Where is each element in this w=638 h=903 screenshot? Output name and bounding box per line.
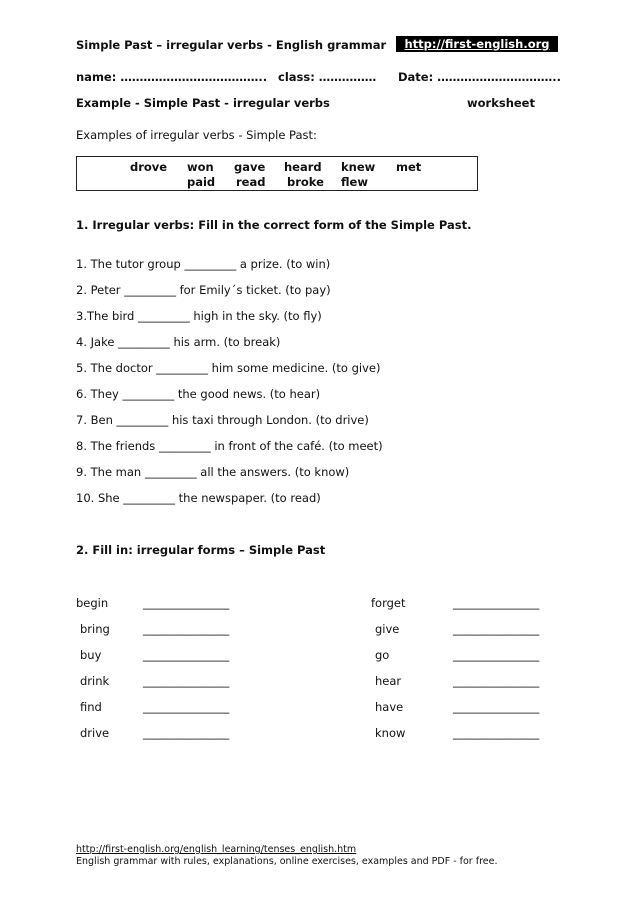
answer-blank: _______________ (143, 674, 230, 688)
exercise-item: 3.The bird _________ high in the sky. (to fly) (76, 309, 322, 323)
base-verb: hear (375, 674, 402, 688)
exercise-item: 5. The doctor _________ him some medicine. (to give) (76, 361, 381, 375)
example-verb: knew (341, 160, 376, 174)
worksheet-label: worksheet (467, 96, 535, 110)
example-verb: broke (287, 175, 324, 189)
base-verb: know (375, 726, 406, 740)
base-verb: have (375, 700, 404, 714)
footer-text: English grammar with rules, explanations, online exercises, examples and PDF - for free. (76, 856, 498, 867)
answer-blank: _______________ (143, 596, 230, 610)
exercise-item: 4. Jake _________ his arm. (to break) (76, 335, 281, 349)
answer-blank: _______________ (453, 648, 540, 662)
site-link[interactable]: http://first-english.org (396, 36, 558, 52)
answer-blank: _______________ (143, 700, 230, 714)
example-intro: Examples of irregular verbs - Simple Past: (76, 128, 317, 142)
example-verb: drove (130, 160, 168, 174)
exercise-item: 2. Peter _________ for Emily´s ticket. (to pay) (76, 283, 331, 297)
example-title: Example - Simple Past - irregular verbs (76, 96, 330, 110)
example-verb: won (187, 160, 214, 174)
exercise-2-title: 2. Fill in: irregular forms – Simple Past (76, 543, 326, 557)
example-verb: paid (187, 175, 216, 189)
example-verb: gave (234, 160, 266, 174)
base-verb: drive (80, 726, 110, 740)
answer-blank: _______________ (453, 726, 540, 740)
answer-blank: _______________ (453, 596, 540, 610)
example-verb: met (396, 160, 422, 174)
base-verb: go (375, 648, 390, 662)
answer-blank: _______________ (143, 648, 230, 662)
base-verb: drink (80, 674, 110, 688)
base-verb: give (375, 622, 400, 636)
exercise-item: 8. The friends _________ in front of the café. (to meet) (76, 439, 383, 453)
exercise-item: 10. She _________ the newspaper. (to read) (76, 491, 321, 505)
answer-blank: _______________ (143, 622, 230, 636)
exercise-1-title: 1. Irregular verbs: Fill in the correct form of the Simple Past. (76, 218, 472, 232)
verb-examples-box (76, 156, 478, 191)
base-verb: buy (80, 648, 102, 662)
base-verb: begin (76, 596, 109, 610)
example-verb: flew (341, 175, 368, 189)
example-verb: heard (284, 160, 322, 174)
exercise-item: 6. They _________ the good news. (to hear) (76, 387, 321, 401)
exercise-item: 1. The tutor group _________ a prize. (to win) (76, 257, 331, 271)
footer-url[interactable]: http://first-english.org/english_learning/tenses_english.htm (76, 844, 357, 855)
answer-blank: _______________ (453, 700, 540, 714)
class-field: class: …………… (278, 70, 377, 84)
name-field: name: ……………………………….. (76, 70, 268, 84)
answer-blank: _______________ (453, 674, 540, 688)
page-title: Simple Past – irregular verbs - English grammar (76, 38, 387, 52)
base-verb: bring (80, 622, 110, 636)
exercise-item: 7. Ben _________ his taxi through London. (to drive) (76, 413, 369, 427)
exercise-item: 9. The man _________ all the answers. (to know) (76, 465, 350, 479)
base-verb: find (80, 700, 102, 714)
answer-blank: _______________ (143, 726, 230, 740)
base-verb: forget (371, 596, 406, 610)
date-field: Date: ………………………….. (398, 70, 561, 84)
answer-blank: _______________ (453, 622, 540, 636)
example-verb: read (236, 175, 266, 189)
